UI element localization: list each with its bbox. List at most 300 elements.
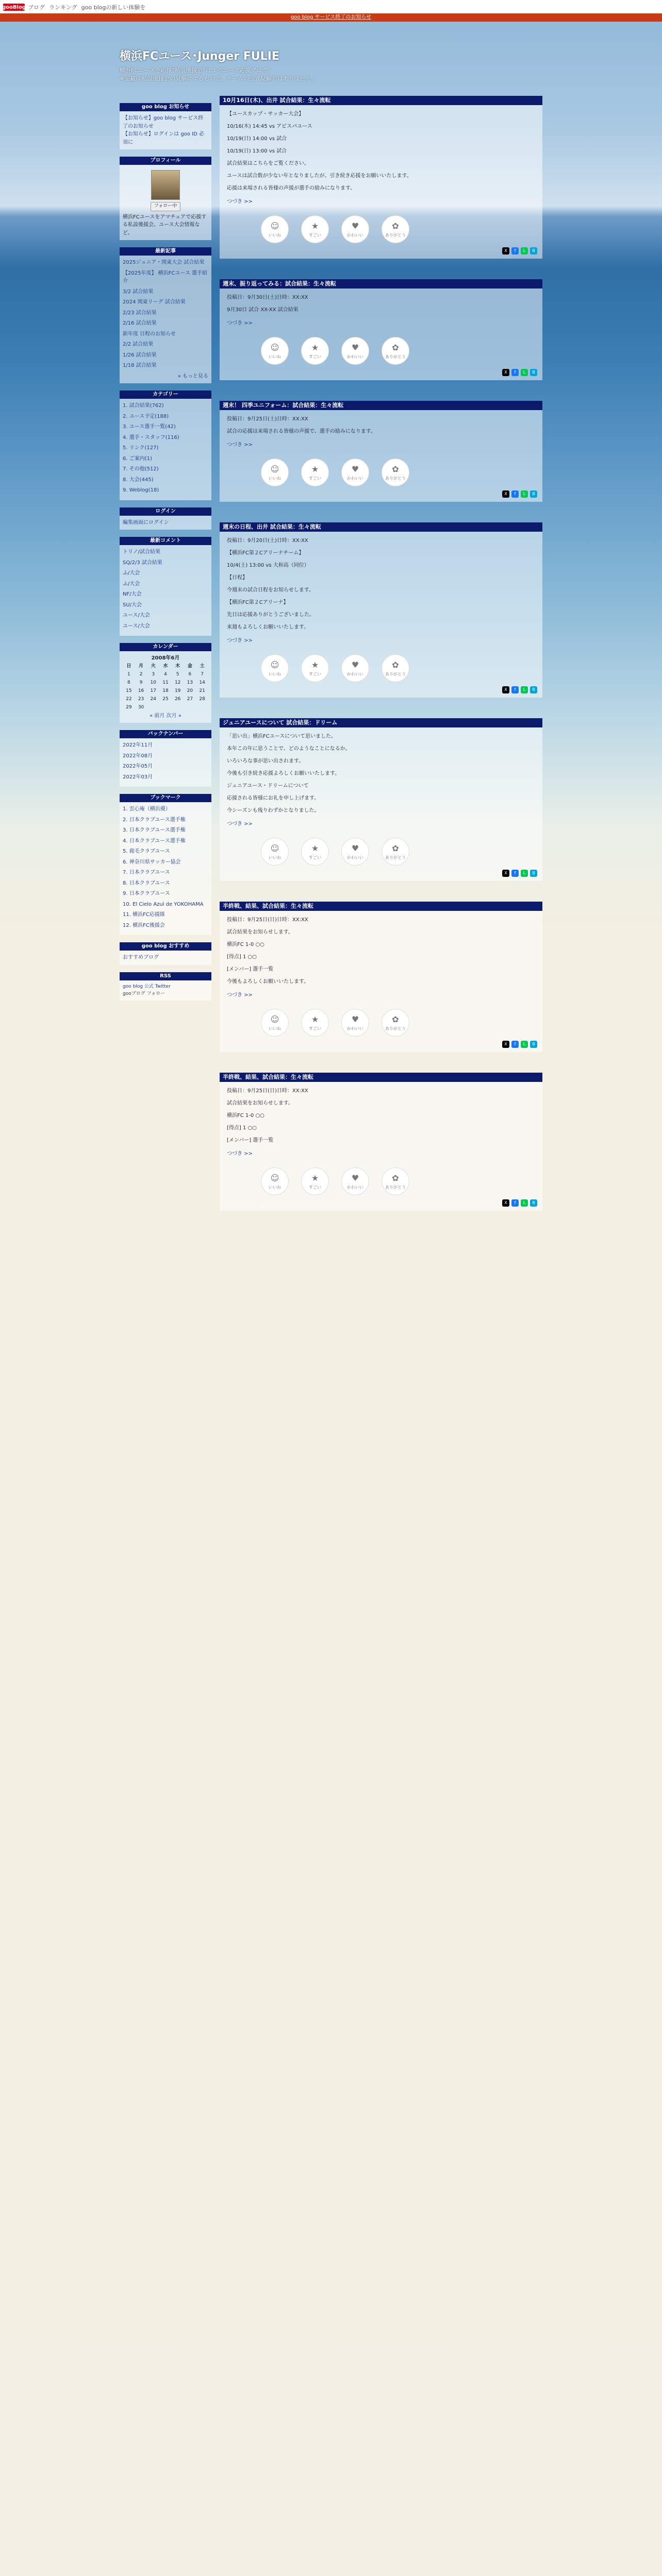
entry-more-link[interactable]: つづき >> — [227, 442, 253, 448]
stamp-label: ありがとう — [385, 233, 406, 238]
entry-paragraph: 今週末の試合日程をお知らせします。 — [227, 587, 314, 593]
entry-title[interactable]: ジュニアユースについて 試合結果：ドリーム — [220, 718, 542, 727]
calendar-day[interactable]: 15 — [126, 688, 132, 693]
stamp-label: いいね — [269, 672, 281, 677]
calendar-day[interactable]: 27 — [187, 696, 193, 702]
comment-link[interactable]: ユース/大会 — [123, 623, 150, 629]
entry-paragraph: [メンバー] 選手一覧 — [227, 967, 274, 972]
calendar-box — [120, 643, 211, 723]
stamp-icon: ♥ — [351, 659, 359, 670]
bookmark-link[interactable]: 11. 横浜FC応援隊 — [123, 912, 165, 918]
calendar-day[interactable]: 3 — [152, 671, 155, 677]
facebook-share-icon[interactable]: f — [511, 686, 519, 693]
top-nav — [28, 3, 145, 11]
entry-paragraph: 【横浜FC第２Cアリーナ】 — [227, 600, 289, 605]
entry-paragraph: 【日程】 — [227, 575, 247, 581]
share-buttons — [227, 686, 537, 693]
category-link[interactable]: 6. ご案内(1) — [123, 455, 152, 462]
blog-entry — [220, 96, 542, 259]
reaction-stamp[interactable] — [261, 1167, 289, 1195]
reaction-stamp[interactable] — [301, 654, 329, 682]
entry-paragraph: 応援は来場される皆様の声援が選手の励みになります。 — [227, 185, 356, 191]
calendar-day[interactable]: 13 — [187, 680, 193, 685]
bookmark-link[interactable]: 3. 日本クラブユース選手権 — [123, 827, 186, 834]
recent-entry-link[interactable]: 2/23 試合結果 — [123, 310, 157, 316]
stamp-icon: ☺ — [270, 659, 279, 670]
x-share-icon[interactable]: X — [502, 686, 509, 693]
entry-title[interactable]: 半終戦、結果、試合結果：生々流転 — [220, 1073, 542, 1082]
entry-title[interactable]: 週末、振り返ってみる：試合結果：生々流転 — [220, 279, 542, 289]
comment-link[interactable]: SQ/2/3 試合結果 — [123, 560, 162, 566]
calendar-day[interactable]: 1 — [127, 671, 130, 677]
entry-body — [220, 410, 542, 502]
stamp-label: ありがとう — [385, 1185, 406, 1190]
recent-head: 最新記事 — [120, 247, 211, 256]
bookmark-link[interactable]: 4. 日本クラブユース選手権 — [123, 838, 186, 844]
entry-body — [220, 1082, 542, 1211]
line-share-icon[interactable]: L — [521, 369, 528, 376]
recent-list — [123, 259, 208, 370]
recent-entry-link[interactable]: 2024 関東リーグ 試合結果 — [123, 299, 186, 306]
comment-link[interactable]: ふ/大会 — [123, 570, 140, 577]
entry-body — [220, 532, 542, 698]
sidebar — [120, 103, 211, 1008]
category-link[interactable]: 3. ユース選手一覧(42) — [123, 424, 176, 430]
entry-paragraph: 10/4(土) 13:00 vs 大和高（同位） — [227, 563, 309, 568]
bookmark-link[interactable]: 1. 雲心庵（横浜優） — [123, 806, 171, 812]
calendar-day[interactable]: 23 — [138, 696, 144, 702]
blog-desc-line1: 横浜FCユースを応援"私設後援会"によるユース応援ブログ。 — [120, 67, 273, 74]
bookmark-link[interactable]: 9. 日本クラブユース — [123, 891, 170, 897]
login-head: ログイン — [120, 507, 211, 516]
line-share-icon[interactable]: L — [521, 247, 528, 255]
stamp-label: いいね — [269, 354, 281, 360]
category-link[interactable]: 7. その他(512) — [123, 466, 159, 472]
calendar-day[interactable]: 2 — [139, 671, 143, 677]
bookmark-link[interactable]: 5. 鹿毛クラブユース — [123, 849, 170, 855]
calendar-day — [147, 704, 159, 712]
bookmark-share-icon[interactable]: B — [530, 686, 537, 693]
login-box — [120, 507, 211, 530]
blog-description — [120, 66, 542, 83]
stamp-icon: ♥ — [351, 1014, 359, 1024]
x-share-icon[interactable]: X — [502, 1041, 509, 1048]
calendar-day[interactable]: 11 — [162, 680, 169, 685]
bookmark-share-icon[interactable]: B — [530, 490, 537, 498]
stamp-icon: ★ — [311, 1173, 319, 1183]
x-share-icon[interactable]: X — [502, 369, 509, 376]
stamp-icon: ☺ — [270, 464, 279, 474]
login-link[interactable]: 編集画面にログイン — [123, 519, 169, 526]
reaction-stamp[interactable] — [341, 1167, 369, 1195]
calendar-day[interactable]: 22 — [126, 696, 132, 702]
calendar-head: カレンダー — [120, 643, 211, 651]
entry-paragraph: 先日は応援ありがとうございました。 — [227, 612, 315, 618]
recent-entry-link[interactable]: 新年度 日程のお知らせ — [123, 331, 176, 337]
reaction-stamp[interactable] — [261, 459, 289, 486]
entry-paragraph: 本年この年に思うことで、どのようなことになるか。 — [227, 746, 351, 752]
bookmark-head: ブックマーク — [120, 794, 211, 802]
reaction-stamp[interactable] — [301, 337, 329, 365]
x-share-icon[interactable]: X — [502, 1199, 509, 1207]
comments-head: 最新コメント — [120, 537, 211, 545]
bookmark-list — [123, 805, 208, 929]
entry-title[interactable]: 週末！ 四季ユニフォーム：試合結果：生々流転 — [220, 401, 542, 410]
calendar-day[interactable]: 26 — [174, 696, 181, 702]
calendar-day[interactable]: 28 — [199, 696, 205, 702]
stamp-label: ありがとう — [385, 1026, 406, 1031]
archive-list — [123, 741, 208, 781]
stamp-label: すごい — [309, 672, 321, 677]
reaction-stamp[interactable] — [382, 215, 409, 243]
stamp-icon: ★ — [311, 464, 319, 474]
reaction-stamp[interactable] — [341, 337, 369, 365]
bookmark-share-icon[interactable]: B — [530, 870, 537, 877]
stamp-icon: ★ — [311, 1014, 319, 1024]
entry-paragraph: ユースは試合数が少ない年となりましたが、引き続き応援をお願いいたします。 — [227, 173, 412, 179]
stamp-row — [261, 337, 537, 365]
comment-link[interactable]: NF/大会 — [123, 591, 142, 598]
bookmark-share-icon[interactable]: B — [530, 247, 537, 255]
blog-entry — [220, 902, 542, 1052]
entry-paragraph: 【ユースカップ・サッカー大会】 — [227, 111, 304, 117]
stamp-icon: ☺ — [270, 342, 279, 352]
reaction-stamp[interactable] — [301, 1009, 329, 1037]
stamp-icon: ★ — [311, 221, 319, 231]
stamp-row — [261, 215, 537, 243]
reaction-stamp[interactable] — [341, 1009, 369, 1037]
calendar-day[interactable]: 18 — [162, 688, 169, 693]
stamp-label: いいね — [269, 855, 281, 860]
x-share-icon[interactable]: X — [502, 870, 509, 877]
recent-entry-link[interactable]: 1/18 試合結果 — [123, 363, 157, 369]
notice-item[interactable]: 【お知らせ】goo blog サービス終了のお知らせ — [123, 115, 204, 129]
calendar-day[interactable]: 10 — [150, 680, 156, 685]
top-nav-blog[interactable]: ブログ — [28, 4, 45, 11]
announce-bar — [0, 13, 662, 22]
brand — [3, 3, 145, 11]
top-nav-ranking[interactable]: ランキング — [49, 4, 77, 11]
stamp-label: かわいい — [347, 354, 363, 360]
archive-link[interactable]: 2022年05月 — [123, 764, 153, 770]
top-nav-new[interactable]: goo blogの新しい体験を — [81, 4, 146, 11]
rss-link[interactable]: goo blog 公式 Twitter — [123, 984, 171, 989]
entry-body — [220, 911, 542, 1052]
entry-paragraph: 試合結果をお知らせします。 — [227, 929, 293, 935]
recent-entry-link[interactable]: 1/26 試合結果 — [123, 352, 157, 358]
blog-entry — [220, 1073, 542, 1211]
line-share-icon[interactable]: L — [521, 870, 528, 877]
stamp-label: かわいい — [347, 1026, 363, 1031]
entry-paragraph: 今シーズンも残りわずかとなりました。 — [227, 808, 320, 814]
stamp-label: ありがとう — [385, 354, 406, 360]
mybox-item[interactable]: おすすめブログ — [123, 955, 159, 961]
stamp-label: すごい — [309, 354, 321, 360]
entry-paragraph: 投稿日：9月25日(土)日時：XX:XX — [227, 416, 308, 422]
entry-title[interactable]: 10月16日(木)、出井 試合結果：生々流転 — [220, 96, 542, 105]
calendar-weekday: 木 — [175, 663, 180, 669]
entry-paragraph: 試合の応援は来場される皆様の声援で、選手の励みになります。 — [227, 429, 376, 434]
entry-more-link[interactable]: つづき >> — [227, 638, 253, 643]
comment-list — [123, 548, 208, 630]
goo-logo[interactable]: gooBlog — [2, 4, 26, 10]
entry-paragraph: 来週もよろしくお願いいたします。 — [227, 624, 309, 630]
stamp-row — [261, 654, 537, 682]
reaction-stamp[interactable] — [261, 337, 289, 365]
notice-item[interactable]: 【お知らせ】ログインは goo ID 必須に — [123, 131, 204, 145]
entry-paragraph: 試合結果をお知らせします。 — [227, 1100, 293, 1106]
blog-entry — [220, 522, 542, 698]
facebook-share-icon[interactable]: f — [511, 870, 519, 877]
facebook-share-icon[interactable]: f — [511, 247, 519, 255]
calendar-day — [196, 704, 208, 712]
category-list — [123, 402, 208, 495]
entry-paragraph: 投稿日：9月20日(土)日時：XX:XX — [227, 538, 308, 544]
mybox-head: goo blog おすすめ — [120, 942, 211, 951]
calendar-day[interactable]: 6 — [188, 671, 192, 677]
stamp-icon: ✿ — [392, 1173, 399, 1183]
profile-box — [120, 157, 211, 240]
share-buttons — [227, 1199, 537, 1207]
reaction-stamp[interactable] — [341, 459, 369, 486]
reaction-stamp[interactable] — [382, 654, 409, 682]
calendar-day[interactable]: 4 — [164, 671, 167, 677]
recent-box — [120, 247, 211, 383]
bookmark-share-icon[interactable]: B — [530, 1041, 537, 1048]
entry-more-link[interactable]: つづき >> — [227, 199, 253, 205]
x-share-icon[interactable]: X — [502, 490, 509, 498]
reaction-stamp[interactable] — [382, 1167, 409, 1195]
entry-paragraph: 今後もよろしくお願いいたします。 — [227, 979, 309, 985]
calendar-day[interactable]: 21 — [199, 688, 205, 693]
main-content — [220, 96, 542, 1231]
entry-paragraph: 投稿日：9月25日(日)日時：XX:XX — [227, 917, 308, 923]
archive-box — [120, 730, 211, 787]
facebook-share-icon[interactable]: f — [511, 369, 519, 376]
category-link[interactable]: 4. 選手・スタッフ(116) — [123, 434, 179, 440]
reaction-stamp[interactable] — [341, 215, 369, 243]
category-link[interactable]: 1. 試合結果(762) — [123, 403, 164, 409]
entry-title[interactable]: 半終戦、結果、試合結果：生々流転 — [220, 902, 542, 911]
calendar-weekday: 金 — [187, 663, 192, 669]
category-head: カテゴリー — [120, 391, 211, 399]
entry-paragraph: いろいろな事が思い出されます。 — [227, 758, 304, 764]
calendar-day[interactable]: 25 — [162, 696, 169, 702]
facebook-share-icon[interactable]: f — [511, 1199, 519, 1207]
calendar-weekday: 水 — [163, 663, 168, 669]
entry-paragraph: 今後も引き続き応援よろしくお願いいたします。 — [227, 771, 340, 776]
comments-box — [120, 537, 211, 636]
calendar-day[interactable]: 9 — [139, 680, 143, 685]
x-share-icon[interactable]: X — [502, 247, 509, 255]
archive-link[interactable]: 2022年08月 — [123, 753, 153, 759]
line-share-icon[interactable]: L — [521, 1199, 528, 1207]
share-buttons — [227, 1041, 537, 1048]
archive-link[interactable]: 2022年03月 — [123, 774, 153, 780]
calendar-day[interactable]: 8 — [127, 680, 130, 685]
stamp-icon: ✿ — [392, 464, 399, 474]
profile-head: プロフィール — [120, 157, 211, 165]
calendar-title: 2008年6月 — [151, 655, 180, 662]
reaction-stamp[interactable] — [261, 215, 289, 243]
archive-head: バックナンバー — [120, 730, 211, 738]
calendar-day[interactable]: 30 — [138, 704, 144, 710]
reaction-stamp[interactable] — [382, 838, 409, 866]
entry-paragraph: 投稿日：9月25日(日)日時：XX:XX — [227, 1088, 308, 1094]
reaction-stamp[interactable] — [301, 1167, 329, 1195]
entry-paragraph: 10/16(木) 14:45 vs アビスパユース — [227, 124, 312, 129]
reaction-stamp[interactable] — [382, 1009, 409, 1037]
calendar-day[interactable]: 17 — [150, 688, 156, 693]
calendar-day[interactable]: 12 — [174, 680, 181, 685]
facebook-share-icon[interactable]: f — [511, 1041, 519, 1048]
calendar-day[interactable]: 7 — [201, 671, 204, 677]
calendar-weekday: 土 — [200, 663, 205, 669]
follow-button[interactable]: フォロー中 — [151, 202, 181, 211]
bookmark-link[interactable]: 7. 日本クラブユース — [123, 870, 170, 876]
category-link[interactable]: 5. リンク(127) — [123, 445, 159, 451]
stamp-icon: ♥ — [351, 843, 359, 853]
stamp-label: かわいい — [347, 1185, 363, 1190]
bookmark-link[interactable]: 2. 日本クラブユース選手権 — [123, 817, 186, 823]
comment-link[interactable]: トリノ/試合結果 — [123, 549, 160, 555]
stamp-label: かわいい — [347, 855, 363, 860]
blog-entry — [220, 718, 542, 881]
recent-entry-link[interactable]: 2/2 試合結果 — [123, 342, 154, 348]
archive-link[interactable]: 2022年11月 — [123, 742, 153, 749]
stamp-label: ありがとう — [385, 476, 406, 481]
calendar-day[interactable]: 29 — [126, 704, 132, 710]
entry-more-link[interactable]: つづき >> — [227, 992, 253, 998]
reaction-stamp[interactable] — [382, 337, 409, 365]
facebook-share-icon[interactable]: f — [511, 490, 519, 498]
notice-box — [120, 103, 211, 149]
calendar-day[interactable]: 14 — [199, 680, 205, 685]
recent-entry-link[interactable]: 3/2 試合結果 — [123, 289, 154, 295]
calendar-day — [172, 704, 184, 712]
mybox — [120, 942, 211, 965]
stamp-label: かわいい — [347, 233, 363, 238]
stamp-label: すごい — [309, 855, 321, 860]
entry-paragraph: [メンバー] 選手一覧 — [227, 1138, 274, 1143]
reaction-stamp[interactable] — [341, 654, 369, 682]
calendar-day[interactable]: 5 — [176, 671, 179, 677]
reaction-stamp[interactable] — [341, 838, 369, 866]
entry-body — [220, 105, 542, 259]
calendar-day[interactable]: 24 — [150, 696, 156, 702]
share-buttons — [227, 369, 537, 376]
calendar-day[interactable]: 16 — [138, 688, 144, 693]
stamp-row — [261, 1009, 537, 1037]
bookmark-link[interactable]: 12. 横浜FC後援会 — [123, 922, 165, 928]
calendar-nav[interactable]: « 前月 次月 » — [150, 713, 181, 719]
bookmark-box — [120, 794, 211, 935]
stamp-label: ありがとう — [385, 672, 406, 677]
entry-paragraph: 10/19(日) 13:00 vs 試合 — [227, 148, 287, 154]
comment-link[interactable]: ユース/大会 — [123, 613, 150, 619]
share-buttons — [227, 870, 537, 877]
stamp-label: かわいい — [347, 476, 363, 481]
calendar-weekday: 火 — [151, 663, 156, 669]
calendar-day — [159, 704, 172, 712]
rss-head: RSS — [120, 972, 211, 980]
line-share-icon[interactable]: L — [521, 1041, 528, 1048]
stamp-label: ありがとう — [385, 855, 406, 860]
bookmark-link[interactable]: 6. 神奈川県サッカー協会 — [123, 859, 181, 865]
bookmark-link[interactable]: 8. 日本クラブユース — [123, 880, 170, 886]
stamp-icon: ☺ — [270, 1014, 279, 1024]
line-share-icon[interactable]: L — [521, 686, 528, 693]
category-link[interactable]: 9. Weblog(18) — [123, 487, 159, 494]
bookmark-share-icon[interactable]: B — [530, 369, 537, 376]
calendar-table — [123, 663, 208, 712]
entry-body — [220, 289, 542, 380]
stamp-label: いいね — [269, 1026, 281, 1031]
entry-more-link[interactable]: つづき >> — [227, 821, 253, 827]
category-box — [120, 391, 211, 500]
calendar-weekday: 月 — [139, 663, 144, 669]
stamp-row — [261, 838, 537, 866]
entry-paragraph: 横浜FC 1-0 ○○ — [227, 942, 264, 947]
calendar-day[interactable]: 19 — [174, 688, 181, 693]
stamp-icon: ★ — [311, 843, 319, 853]
reaction-stamp[interactable] — [301, 215, 329, 243]
comment-link[interactable]: ふ/大会 — [123, 581, 140, 587]
reaction-stamp[interactable] — [301, 838, 329, 866]
reaction-stamp[interactable] — [261, 1009, 289, 1037]
share-buttons — [227, 247, 537, 255]
line-share-icon[interactable]: L — [521, 490, 528, 498]
recent-entry-link[interactable]: 【2025年度】 横浜FCユース 選手紹介 — [123, 270, 208, 284]
calendar-day[interactable]: 20 — [187, 688, 193, 693]
reaction-stamp[interactable] — [261, 838, 289, 866]
comment-link[interactable]: SU/大会 — [123, 602, 142, 608]
stamp-icon: ✿ — [392, 221, 399, 231]
entry-paragraph: 「思い出」横浜FCユースについて思いました。 — [227, 734, 337, 739]
entry-paragraph: [得点] 1 ○○ — [227, 1125, 257, 1131]
blog-title[interactable]: 横浜FCユース･Junger FULIE — [120, 50, 279, 63]
stamp-label: すごい — [309, 233, 321, 238]
entry-more-link[interactable]: つづき >> — [227, 1151, 253, 1157]
stamp-icon: ✿ — [392, 1014, 399, 1024]
stamp-label: かわいい — [347, 672, 363, 677]
profile-avatar[interactable] — [151, 170, 180, 200]
entry-paragraph: 横浜FC 1-0 ○○ — [227, 1113, 264, 1118]
stamp-icon: ♥ — [351, 342, 359, 352]
stamp-icon: ☺ — [270, 1173, 279, 1183]
entry-more-link[interactable]: つづき >> — [227, 320, 253, 326]
recent-entry-link[interactable]: 2/16 試合結果 — [123, 320, 157, 327]
rss-box — [120, 972, 211, 1001]
entry-paragraph: 【横浜FC第２Cアリーナチーム】 — [227, 550, 304, 556]
entry-title[interactable]: 週末の日程、出井 試合結果：生々流転 — [220, 522, 542, 532]
blog-header — [120, 47, 542, 83]
bookmark-link[interactable]: 10. El Cielo Azul de YOKOHAMA — [123, 901, 204, 907]
category-link[interactable]: 2. ユース予定(188) — [123, 413, 169, 419]
reaction-stamp[interactable] — [261, 654, 289, 682]
announce-link[interactable]: goo blog サービス終了のお知らせ — [290, 14, 372, 20]
reaction-stamp[interactable] — [382, 459, 409, 486]
entry-paragraph: 10/19(日) 14:00 vs 試合 — [227, 136, 287, 142]
entry-body — [220, 727, 542, 881]
category-link[interactable]: 8. 大会(445) — [123, 477, 154, 483]
reaction-stamp[interactable] — [301, 459, 329, 486]
stamp-icon: ☺ — [270, 221, 279, 231]
bookmark-share-icon[interactable]: B — [530, 1199, 537, 1207]
recent-more-link[interactable]: » もっと見る — [177, 373, 208, 379]
recent-entry-link[interactable]: 2025ジュニア・関東大会 試合結果 — [123, 260, 205, 266]
blog-entry — [220, 279, 542, 380]
